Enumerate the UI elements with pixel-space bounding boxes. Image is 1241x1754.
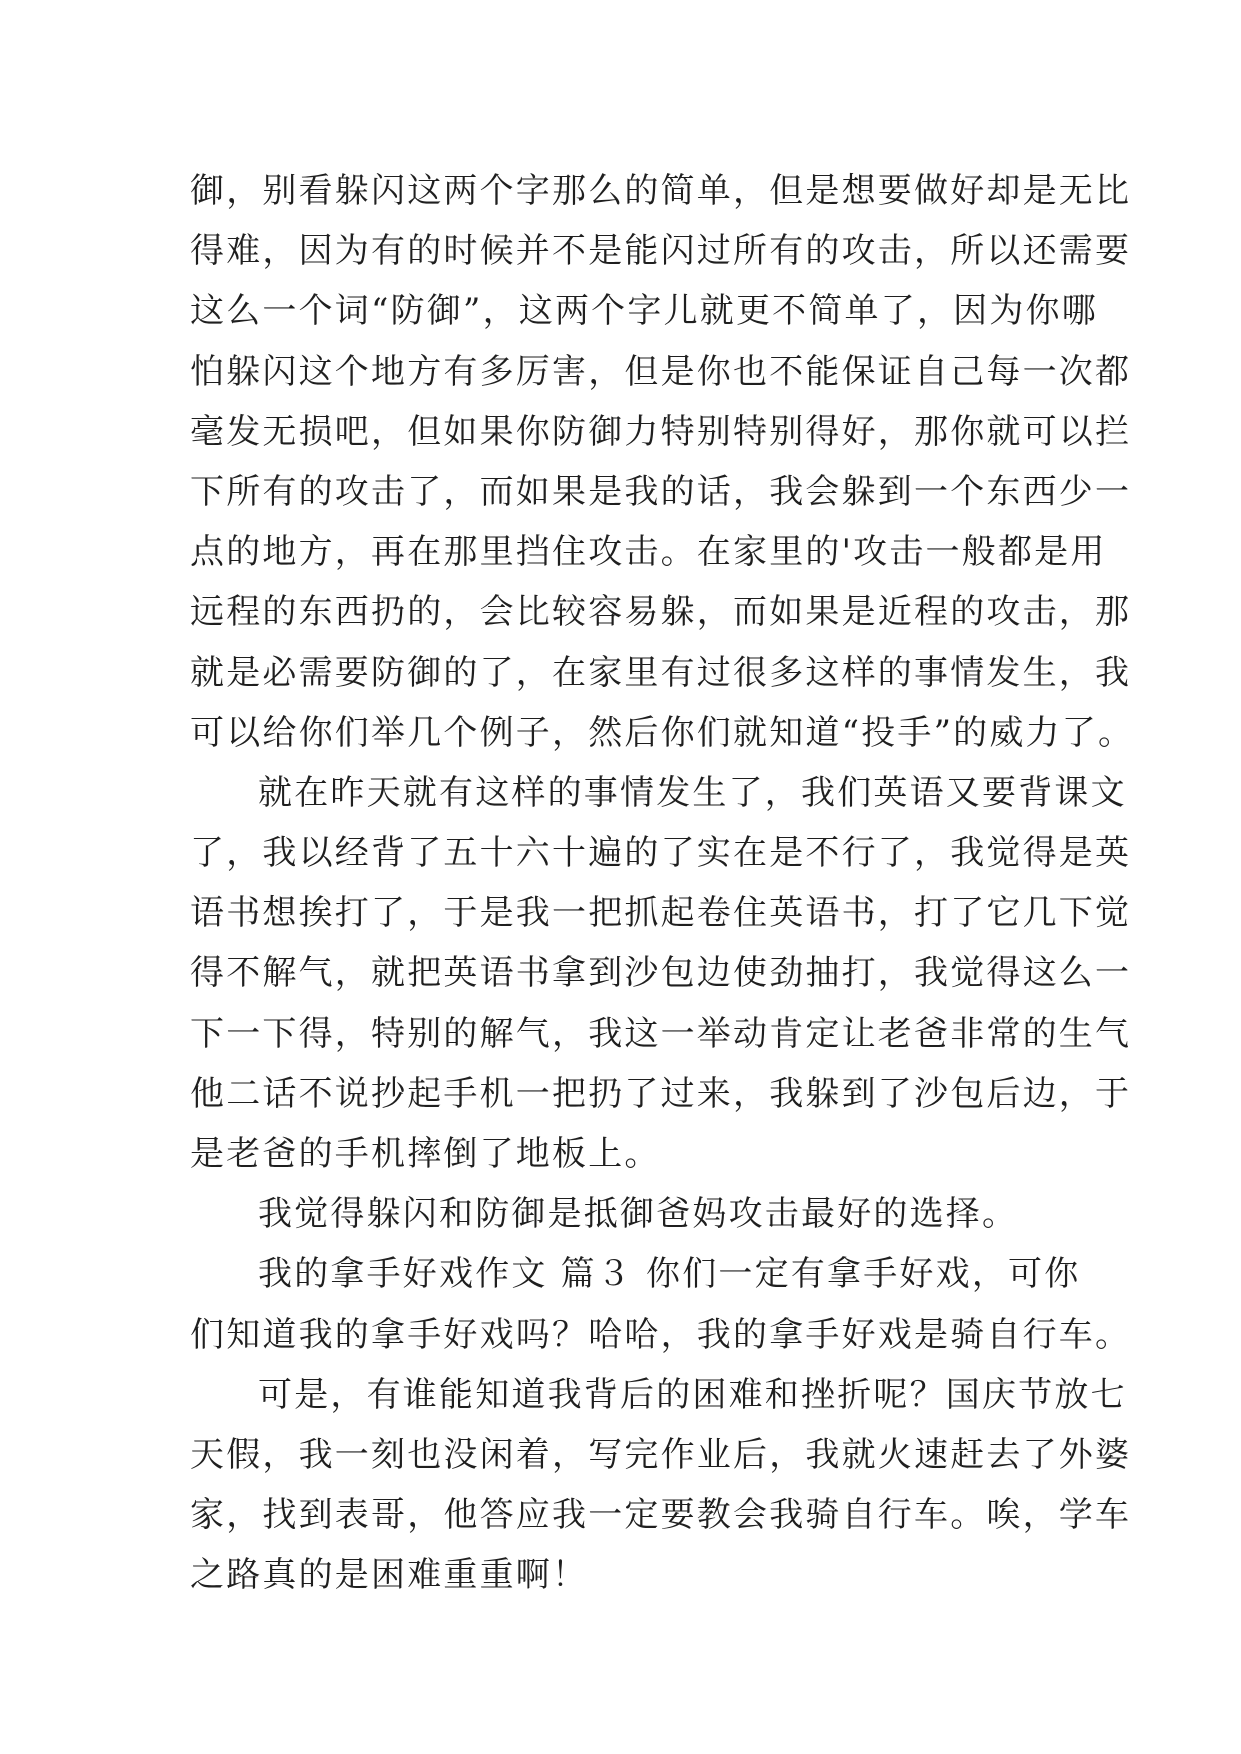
text-line: 下所有的攻击了，而如果是我的话，我会躲到一个东西少一 <box>190 471 1132 512</box>
text-line: 语书想挨打了，于是我一把抓起卷住英语书，打了它几下觉 <box>190 893 1132 934</box>
text-line: 毫发无损吧，但如果你防御力特别特别得好，那你就可以拦 <box>190 411 1132 452</box>
text-line: 得难，因为有的时候并不是能闪过所有的攻击，所以还需要 <box>190 231 1132 272</box>
text-line: 他二话不说抄起手机一把扔了过来，我躲到了沙包后边，于 <box>190 1073 1132 1114</box>
text-line: 就是必需要防御的了，在家里有过很多这样的事情发生，我 <box>190 652 1132 693</box>
text-line: 我的拿手好戏作文 篇３ 你们一定有拿手好戏，可你 <box>258 1254 1081 1295</box>
text-line: 这么一个词“防御”，这两个字儿就更不简单了，因为你哪 <box>190 291 1098 332</box>
text-line: 可以给你们举几个例子，然后你们就知道“投手”的威力了。 <box>190 712 1135 753</box>
text-line: 怕躲闪这个地方有多厉害，但是你也不能保证自己每一次都 <box>190 351 1132 392</box>
text-line: 我觉得躲闪和防御是抵御爸妈攻击最好的选择。 <box>258 1194 1019 1235</box>
text-line: 之路真的是困难重重啊！ <box>190 1555 589 1596</box>
text-line: 天假，我一刻也没闲着，写完作业后，我就火速赶去了外婆 <box>190 1434 1132 1475</box>
text-line: 了，我以经背了五十六十遍的了实在是不行了，我觉得是英 <box>190 833 1132 874</box>
text-line: 下一下得，特别的解气，我这一举动肯定让老爸非常的生气 <box>190 1013 1132 1054</box>
text-line: 们知道我的拿手好戏吗？哈哈，我的拿手好戏是骑自行车。 <box>190 1314 1132 1355</box>
text-line: 就在昨天就有这样的事情发生了，我们英语又要背课文 <box>258 772 1127 813</box>
body-text <box>190 161 1135 1606</box>
text-line: 可是，有谁能知道我背后的困难和挫折呢？国庆节放七 <box>258 1374 1127 1415</box>
text-line: 点的地方，再在那里挡住攻击。在家里的'攻击一般都是用 <box>190 532 1107 573</box>
text-line: 远程的东西扔的，会比较容易躲，而如果是近程的攻击，那 <box>190 592 1132 633</box>
text-line: 得不解气，就把英语书拿到沙包边使劲抽打，我觉得这么一 <box>190 953 1132 994</box>
text-line: 是老爸的手机摔倒了地板上。 <box>190 1134 661 1174</box>
text-line: 家，找到表哥，他答应我一定要教会我骑自行车。唉，学车 <box>190 1495 1132 1536</box>
text-line: 御，别看躲闪这两个字那么的简单，但是想要做好却是无比 <box>190 171 1132 211</box>
